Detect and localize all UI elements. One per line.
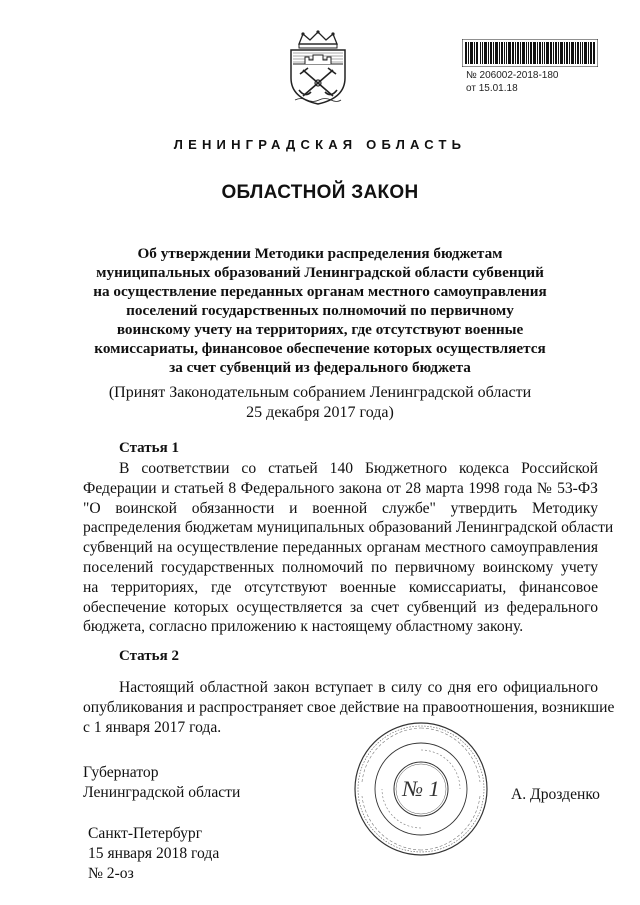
signatory-name: А. Дрозденко xyxy=(511,786,600,803)
paragraph-line: обеспечение которых осуществляется за счет субвенций из федерального xyxy=(83,598,598,616)
title-line: поселений государственных полномочий по первичному xyxy=(126,302,514,319)
law-title xyxy=(70,244,570,377)
barcode-icon xyxy=(462,39,598,67)
region-heading: ЛЕНИНГРАДСКАЯ ОБЛАСТЬ xyxy=(173,137,467,152)
registration-info xyxy=(466,69,558,95)
official-seal-icon xyxy=(352,720,490,858)
article-1-body xyxy=(83,459,614,637)
title-line: муниципальных образований Ленинградской области субвенций xyxy=(96,264,544,281)
law-type-heading: ОБЛАСТНОЙ ЗАКОН xyxy=(221,182,419,203)
coat-of-arms-icon xyxy=(283,30,353,106)
title-line: на осуществление переданных органам местного самоуправления xyxy=(93,283,547,300)
paragraph-line: с 1 января 2017 года. xyxy=(83,718,222,736)
paragraph-line: опубликования и распространяет свое действие на правоотношения, возникшие xyxy=(83,698,615,716)
title-line: за счет субвенций из федерального бюджета xyxy=(169,359,471,376)
issue-date: 15 января 2018 года xyxy=(88,845,220,862)
paragraph-line: на территориях, где отсутствуют военные комиссариаты, финансовое xyxy=(83,578,598,596)
position-line: Ленинградской области xyxy=(83,784,241,801)
paragraph-line: субвенций на осуществление переданных органам местного самоуправления xyxy=(83,539,598,557)
article-1-heading: Статья 1 xyxy=(119,440,179,456)
paragraph-line: Настоящий областной закон вступает в силу со дня его официального xyxy=(119,679,598,696)
paragraph-line: поселений государственных полномочий по первичному воинскому учету xyxy=(83,558,598,576)
issue-number: № 2-оз xyxy=(88,865,134,882)
registration-date: от 15.01.18 xyxy=(466,83,518,94)
paragraph-line: В соответствии со статьей 140 Бюджетного кодекса Российской xyxy=(119,460,598,477)
paragraph-line: бюджета, согласно приложению к настоящему областному закону. xyxy=(83,618,524,636)
adoption-line: (Принят Законодательным собранием Ленинградской области xyxy=(108,384,532,401)
title-line: воинскому учету на территориях, где отсутствуют военные xyxy=(116,321,524,338)
adoption-line: 25 декабря 2017 года) xyxy=(246,404,394,421)
paragraph-line: Федерации и статьей 8 Федерального закона от 28 марта 1998 года № 53-ФЗ xyxy=(83,479,598,497)
registration-number: № 206002-2018-180 xyxy=(466,70,559,81)
article-2-heading: Статья 2 xyxy=(119,648,179,664)
paragraph-line: распределения бюджетам муниципальных образований Ленинградской области xyxy=(83,519,614,537)
seal-number: № 1 xyxy=(402,776,440,801)
title-line: комиссариаты, финансовое обеспечение которых осуществляется xyxy=(94,340,546,357)
article-2-body xyxy=(83,678,615,737)
title-line: Об утверждении Методики распределения бюджетам xyxy=(137,245,503,262)
adoption-note xyxy=(70,383,570,423)
signatory-position xyxy=(83,763,240,803)
issue-place: Санкт-Петербург xyxy=(88,825,203,842)
position-line: Губернатор xyxy=(83,764,159,781)
paragraph-line: "О воинской обязанности и военной службе" утвердить Методику xyxy=(83,499,598,517)
issue-details xyxy=(88,824,219,884)
